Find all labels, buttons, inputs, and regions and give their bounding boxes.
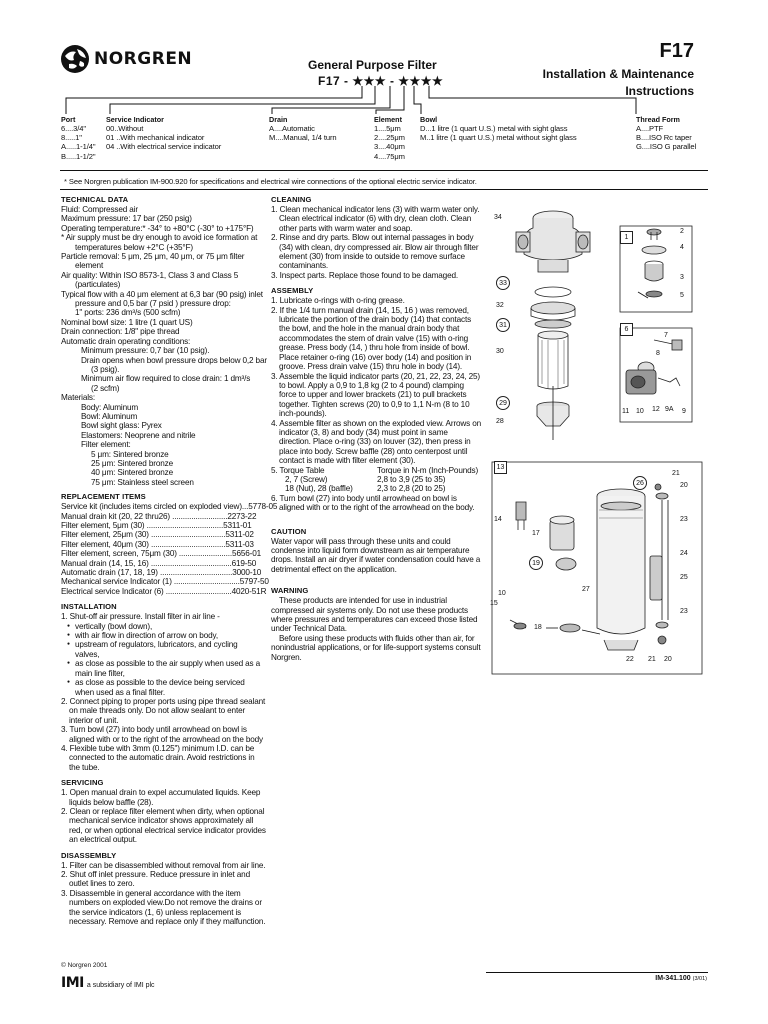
caution-body — [271, 537, 483, 575]
callout-6: 6 — [620, 323, 633, 336]
torque-item: 2, 7 (Screw) — [285, 474, 328, 484]
technical-data-line: Elastomers: Neoprene and nitrile — [81, 430, 196, 440]
code-port — [61, 115, 95, 161]
disassembly-line: the service indicators (1, 6) unless replacement is — [69, 907, 242, 917]
caution-line: Water vapor will pass through these units and could — [271, 536, 451, 546]
doc-date: (3/01) — [692, 976, 707, 982]
installation-line: the tube. — [69, 762, 100, 772]
callout-30: 30 — [496, 348, 504, 355]
callout-1: 1 — [620, 231, 633, 244]
brand-name: NORGREN — [94, 49, 193, 69]
footnote: * See Norgren publication IM-900.920 for specifications and electrical wire connections of the optional electric service indicator. — [64, 177, 477, 186]
technical-data-head: TECHNICAL DATA — [61, 195, 129, 204]
divider-footer — [486, 972, 708, 973]
technical-data-line: Typical flow with a 40 μm element at 6,3 bar (90 psig) inlet — [61, 289, 263, 299]
installation-line: ● as close as possible to the air supply when used as a — [61, 659, 271, 668]
assembly-line: lubricate the portion of the drain body (14) that contacts — [279, 315, 472, 325]
callout-21: 21 — [672, 470, 680, 477]
code-drain-item: A....Automatic — [269, 124, 315, 133]
technical-data-line: * Air supply must be dry enough to avoid ice formation at — [61, 233, 258, 243]
code-service-indicator-item: 00..Without — [106, 124, 144, 133]
disassembly-line: numbers on exploded view.Do not remove the drains or — [69, 898, 262, 908]
divider-top — [60, 170, 708, 171]
callout-29: 29 — [496, 396, 510, 410]
assembly-body — [271, 296, 483, 465]
code-service-indicator-item: 01 ..With mechanical indicator — [106, 133, 205, 143]
technical-data-line: 5 μm: Sintered bronze — [91, 449, 169, 459]
warning-line: These products are intended for use in industrial — [279, 596, 447, 606]
warning-line: nonindustrial applications, or for life-support systems consult — [271, 643, 481, 653]
disassembly-line: necessary. Remove and replace only if they malfunction. — [69, 917, 266, 927]
code-thread-item: B....ISO Rc taper — [636, 133, 692, 143]
cleaning-line: 1. Clean mechanical indicator lens (3) with warm water only. — [271, 205, 480, 214]
imi-wordmark: IMI — [61, 975, 84, 991]
code-element — [374, 115, 405, 161]
installation-body — [61, 612, 271, 772]
installation-line: ● upstream of regulators, lubricators, and cycling — [61, 640, 271, 649]
technical-data-line: Maximum pressure: 17 bar (250 psig) — [61, 214, 192, 224]
callout-14: 14 — [494, 516, 502, 523]
warning-line: where pressures and temperatures can exceed those listed — [271, 615, 478, 625]
installation-line: 3. Turn bowl (27) into body until arrowhead on bowl is — [61, 725, 247, 735]
callout-26: 26 — [633, 476, 647, 490]
code-tree-lines — [0, 0, 768, 130]
replacement-item: Electrical service Indicator (6) ...............................4020-51R — [61, 586, 267, 596]
technical-data-line: pressure and 0,5 bar (7 psid ) pressure drop: — [75, 299, 231, 309]
assembly-line: 1. Lubricate o-rings with o-ring grease. — [271, 296, 405, 306]
replacement-item: Mechanical service Indicator (1) ...............................5797-50 — [61, 577, 269, 587]
imi-logo — [61, 975, 155, 991]
replacement-item: Automatic drain (17, 18, 19) ..................................3000-10 — [61, 568, 262, 578]
technical-data-line: Filter element: — [81, 440, 131, 450]
code-thread-head: Thread Form — [636, 115, 680, 124]
code-port-item: B.....1-1/2" — [61, 151, 96, 161]
installation-line: ● with air flow in direction of arrow on body, — [61, 631, 271, 640]
cleaning-line: other parts with warm water and soap. — [279, 223, 413, 233]
callout-3: 3 — [680, 274, 684, 281]
exploded-view-drawing — [486, 200, 710, 680]
code-thread — [636, 115, 696, 152]
callout-12: 12 — [652, 406, 660, 413]
assembly-line: accommodates the stem of drain valve (15) with o-ring — [279, 333, 469, 343]
callout-4: 4 — [680, 244, 684, 251]
technical-data-body — [61, 205, 271, 487]
servicing-body — [61, 788, 271, 844]
callout-9a: 9A — [665, 406, 674, 413]
callout-27: 27 — [582, 586, 590, 593]
technical-data-line: 75 μm: Stainless steel screen — [91, 477, 194, 487]
divider-mid — [60, 189, 708, 190]
callout-17: 17 — [532, 530, 540, 537]
replacement-items-head: REPLACEMENT ITEMS — [61, 492, 146, 502]
torque-head: 5. Torque Table — [271, 465, 325, 475]
callout-25: 25 — [680, 574, 688, 581]
technical-data-line: (3 psig). — [91, 364, 120, 374]
caution-line: detrimental effect on the application. — [271, 564, 397, 574]
servicing-line: liquids below baffle (28). — [69, 797, 154, 807]
assembly-line: inch-pounds). — [279, 409, 327, 419]
code-port-head: Port — [61, 115, 76, 124]
disassembly-line: 3. Disassemble in general accordance with the item — [61, 888, 241, 898]
assembly-body-after — [271, 494, 483, 513]
callout-31: 31 — [496, 318, 510, 332]
assembly-line: Place retainer o-ring (16) over body (14) and position in — [279, 352, 472, 362]
code-service-indicator-item: 04 ..With electrical service indicator — [106, 142, 222, 152]
replacement-items-body — [61, 502, 278, 596]
caution-line: condense into liquid form downstream as air temperature — [271, 546, 470, 555]
technical-data-line: Body: Aluminum — [81, 402, 139, 412]
torque-value: 2,3 to 2,8 (20 to 25) — [377, 484, 446, 494]
technical-data-line: Bowl sight glass: Pyrex — [81, 421, 162, 431]
assembly-line: force to upper and lower brackets (21) to pull brackets — [279, 390, 467, 400]
code-element-item: 2....25μm — [374, 133, 405, 143]
callout-8: 8 — [656, 350, 660, 357]
technical-data-line: 25 μm: Sintered bronze — [91, 458, 173, 468]
callout-10-drain: 10 — [498, 590, 506, 597]
callout-10: 10 — [636, 408, 644, 415]
code-bowl-item: D...1 litre (1 quart U.S.) metal with sight glass — [420, 124, 568, 133]
replacement-item: Filter element, screen, 75μm (30) .........................5656-01 — [61, 549, 262, 559]
callout-34: 34 — [494, 214, 502, 221]
left-column — [61, 195, 278, 927]
installation-line: 1. Shut-off air pressure. Install filter in air line - — [61, 612, 220, 622]
assembly-line: aligned with or to the right of the arrowhead on the body. — [279, 503, 475, 513]
code-drain-item: M....Manual, 1/4 turn — [269, 133, 337, 143]
model-code: F17 - ★★★ - ★★★★ — [318, 74, 444, 88]
torque-table — [271, 466, 483, 494]
technical-data-line: Drain connection: 1/8" pipe thread — [61, 327, 180, 337]
doc-title: General Purpose Filter — [308, 58, 437, 72]
disassembly-line: outlet lines to zero. — [69, 879, 135, 889]
technical-data-line: (particulates) — [75, 280, 121, 290]
assembly-line: 3. Assemble the liquid indicator parts (20, 21, 22, 23, 24, 25) — [271, 371, 481, 381]
imi-subsidiary: a subsidiary of IMI plc — [86, 982, 155, 989]
servicing-head: SERVICING — [61, 778, 104, 788]
assembly-line: to bowl. Apply a 0,9 to 1,8 kg (2 to 4 pound) clamping — [279, 380, 464, 390]
replacement-item: Service kit (includes items circled on exploded view)...5778-05 — [61, 502, 278, 512]
callout-19: 19 — [529, 556, 543, 570]
callout-11: 11 — [622, 408, 630, 415]
technical-data-line: Bowl: Aluminum — [81, 411, 138, 421]
callout-23-lower: 23 — [680, 608, 688, 615]
cleaning-line: element (30) from inside to outside to remove surface — [279, 252, 465, 262]
callout-15: 15 — [490, 600, 498, 607]
callout-5: 5 — [680, 292, 684, 299]
code-element-item: 4....75μm — [374, 151, 405, 161]
servicing-line: 1. Open manual drain to expel accumulated liquids. Keep — [61, 788, 261, 798]
cleaning-line: contaminants. — [279, 261, 329, 271]
doc-id: F17 — [659, 40, 694, 62]
code-element-item: 3....40μm — [374, 142, 405, 152]
replacement-item: Filter element, 40μm (30) ...................................5311-03 — [61, 539, 254, 549]
callout-2: 2 — [680, 228, 684, 235]
callout-24: 24 — [680, 550, 688, 557]
cleaning-line: (34) with clean, dry compressed air. Blow air through filter — [279, 242, 479, 252]
callout-13: 13 — [494, 461, 507, 474]
installation-line: interior of unit. — [69, 715, 119, 725]
assembly-head: ASSEMBLY — [271, 286, 314, 296]
exploded-view-diagram — [486, 200, 710, 680]
cleaning-head: CLEANING — [271, 195, 312, 204]
callout-23: 23 — [680, 516, 688, 523]
copyright: © Norgren 2001 — [61, 962, 108, 969]
callout-33: 33 — [496, 276, 510, 290]
assembly-line: groove. Press drain valve (15) thru hole in body (14). — [279, 362, 463, 372]
cleaning-line: 3. Inspect parts. Replace those found to be damaged. — [271, 270, 459, 280]
technical-data-line: Nominal bowl size: 1 litre (1 quart US) — [61, 317, 193, 327]
technical-data-line: Fluid: Compressed air — [61, 205, 138, 214]
code-thread-item: A....PTF — [636, 124, 664, 133]
servicing-line: an electrical output. — [69, 835, 137, 845]
code-port-item: 8.....1" — [61, 133, 82, 143]
code-element-item: 1....5μm — [374, 124, 401, 133]
disassembly-head: DISASSEMBLY — [61, 850, 117, 860]
installation-head: INSTALLATION — [61, 602, 117, 612]
technical-data-line: Minimum air flow required to close drain: 1 dm³/s — [81, 374, 251, 384]
doc-number: IM-341.100 — [655, 975, 691, 982]
servicing-line: 2. Clean or replace filter element when dirty, when optional — [61, 806, 265, 816]
code-service-indicator — [106, 115, 221, 152]
servicing-line: red, or when optional electrical service indicator provides — [69, 825, 266, 835]
replacement-item: Filter element, 25μm (30) ...................................5311-02 — [61, 530, 254, 540]
servicing-line: mechanical service indicator shows approximately all — [69, 816, 254, 826]
assembly-line: indicator (3, 8) and body (34) must point in same — [279, 427, 448, 437]
warning-line: compressed air systems only. Do not use these products — [271, 605, 468, 615]
disassembly-body — [61, 861, 271, 927]
assembly-line: 2. If the 1/4 turn manual drain (14, 15, 16 ) was removed, — [271, 305, 469, 315]
torque-item: 18 (Nut), 28 (baffle) — [285, 484, 353, 494]
installation-line: aligned with or to the right of the arrowhead on the body — [69, 734, 263, 744]
code-bowl — [420, 115, 577, 142]
technical-data-line: 40 μm: Sintered bronze — [91, 468, 173, 478]
disassembly-line: 1. Filter can be disassembled without removal from air line. — [61, 860, 266, 870]
assembly-line: together. Tighten screws (20) to 0,9 to 1,1 N-m (8 to 10 — [279, 399, 470, 409]
callout-28: 28 — [496, 418, 504, 425]
code-element-head: Element — [374, 115, 402, 124]
installation-line: when used as a final filter. — [75, 687, 166, 697]
callout-9: 9 — [682, 408, 686, 415]
replacement-item: Manual drain (14, 15, 16) ......................................619-50 — [61, 558, 257, 568]
warning-line: under Technical Data. — [271, 624, 347, 634]
code-drain — [269, 115, 337, 142]
assembly-line: the bowl, and the hole in the manual drain body that — [279, 324, 460, 334]
torque-value: 2,8 to 3,9 (25 to 35) — [377, 474, 446, 484]
technical-data-line: element — [75, 261, 104, 271]
technical-data-line: Materials: — [61, 393, 95, 403]
callout-32: 32 — [496, 302, 504, 309]
installation-line: ● vertically (bowl down), — [61, 622, 271, 631]
technical-data-line: 1" ports: 236 dm³/s (500 scfm) — [75, 308, 181, 318]
installation-line: 2. Connect piping to proper ports using pipe thread sealant — [61, 696, 266, 706]
assembly-line: 6. Turn bowl (27) into body until arrowhead on bowl is — [271, 493, 457, 503]
code-drain-head: Drain — [269, 115, 288, 124]
technical-data-line: (2 scfm) — [91, 383, 120, 393]
code-bowl-item: M..1 litre (1 quart U.S.) metal without sight glass — [420, 133, 577, 143]
doc-number-wrap — [655, 975, 707, 982]
code-service-indicator-head: Service Indicator — [106, 115, 164, 124]
torque-unit: Torque in N-m (Inch-Pounds) — [377, 465, 479, 475]
code-port-item: 6....3/4" — [61, 124, 87, 133]
cleaning-line: Clean electrical indicator (6) with dry, clean cloth. Clean — [279, 214, 472, 224]
assembly-line: 4. Assemble filter as shown on the exploded view. Arrows on — [271, 418, 482, 428]
technical-data-line: Operating temperature:* -34° to +80°C (-30° to +175°F) — [61, 223, 254, 233]
assembly-line: direction. Place o-ring (33) on louver (32), then press in — [279, 437, 471, 447]
assembly-line: grease. Press body (14, ) thru hole from inside of bowl. — [279, 343, 470, 353]
technical-data-line: Automatic drain operating conditions: — [61, 336, 191, 346]
callout-21-lower: 21 — [648, 656, 656, 663]
caution-head: CAUTION — [271, 526, 307, 536]
replacement-item: Manual drain kit (20, 22 thru26) ..........................2273-22 — [61, 511, 257, 521]
disassembly-line: 2. Shut off inlet pressure. Reduce pressure in inlet and — [61, 870, 250, 879]
technical-data-line: Particle removal: 5 μm, 25 μm, 40 μm, or 75 μm filter — [61, 252, 245, 262]
installation-line: main line filter, — [75, 668, 125, 678]
code-thread-item: G....ISO G parallel — [636, 142, 697, 152]
installation-line: ● as close as possible to the device being serviced — [61, 678, 271, 687]
installation-line: connected to the automatic drain. Avoid restrictions in — [69, 753, 255, 763]
assembly-line: place into body. Screw baffle (28) onto centerpost until — [279, 446, 468, 456]
middle-column — [271, 195, 483, 662]
code-port-item: A.....1-1/4" — [61, 142, 96, 152]
callout-22: 22 — [626, 656, 634, 663]
code-bowl-head: Bowl — [420, 115, 438, 124]
technical-data-line: Air quality: Within ISO 8573-1, Class 3 and Class 5 — [61, 270, 239, 280]
assembly-line: contact is made with filter element (30). — [279, 456, 416, 466]
callout-20-lower: 20 — [664, 656, 672, 663]
warning-head: WARNING — [271, 586, 309, 596]
warning-line: Norgren. — [271, 652, 302, 662]
installation-line: 4. Flexible tube with 3mm (0.125") minimum I.D. can be — [61, 743, 255, 753]
callout-18: 18 — [534, 624, 542, 631]
installation-line: valves, — [75, 649, 100, 659]
caution-line: drops. Install an air dryer if water condensation could have a — [271, 555, 481, 565]
doc-subtitle-2: Instructions — [625, 84, 694, 98]
callout-7: 7 — [664, 332, 668, 339]
cleaning-body — [271, 205, 483, 280]
technical-data-line: temperatures below +2°C (+35°F) — [75, 242, 193, 252]
installation-line: on male threads only. Do not allow sealant to enter — [69, 706, 246, 716]
technical-data-line: Drain opens when bowl pressure drops below 0,2 bar — [81, 355, 267, 365]
warning-body — [271, 596, 483, 662]
cleaning-line: 2. Rinse and dry parts. Blow out internal passages in body — [271, 233, 474, 243]
replacement-item: Filter element, 5μm (30) ....................................5311-01 — [61, 521, 252, 530]
doc-subtitle-1: Installation & Maintenance — [542, 67, 694, 81]
callout-20: 20 — [680, 482, 688, 489]
warning-line: Before using these products with fluids other than air, for — [279, 633, 475, 643]
technical-data-line: Minimum pressure: 0,7 bar (10 psig). — [81, 346, 210, 356]
